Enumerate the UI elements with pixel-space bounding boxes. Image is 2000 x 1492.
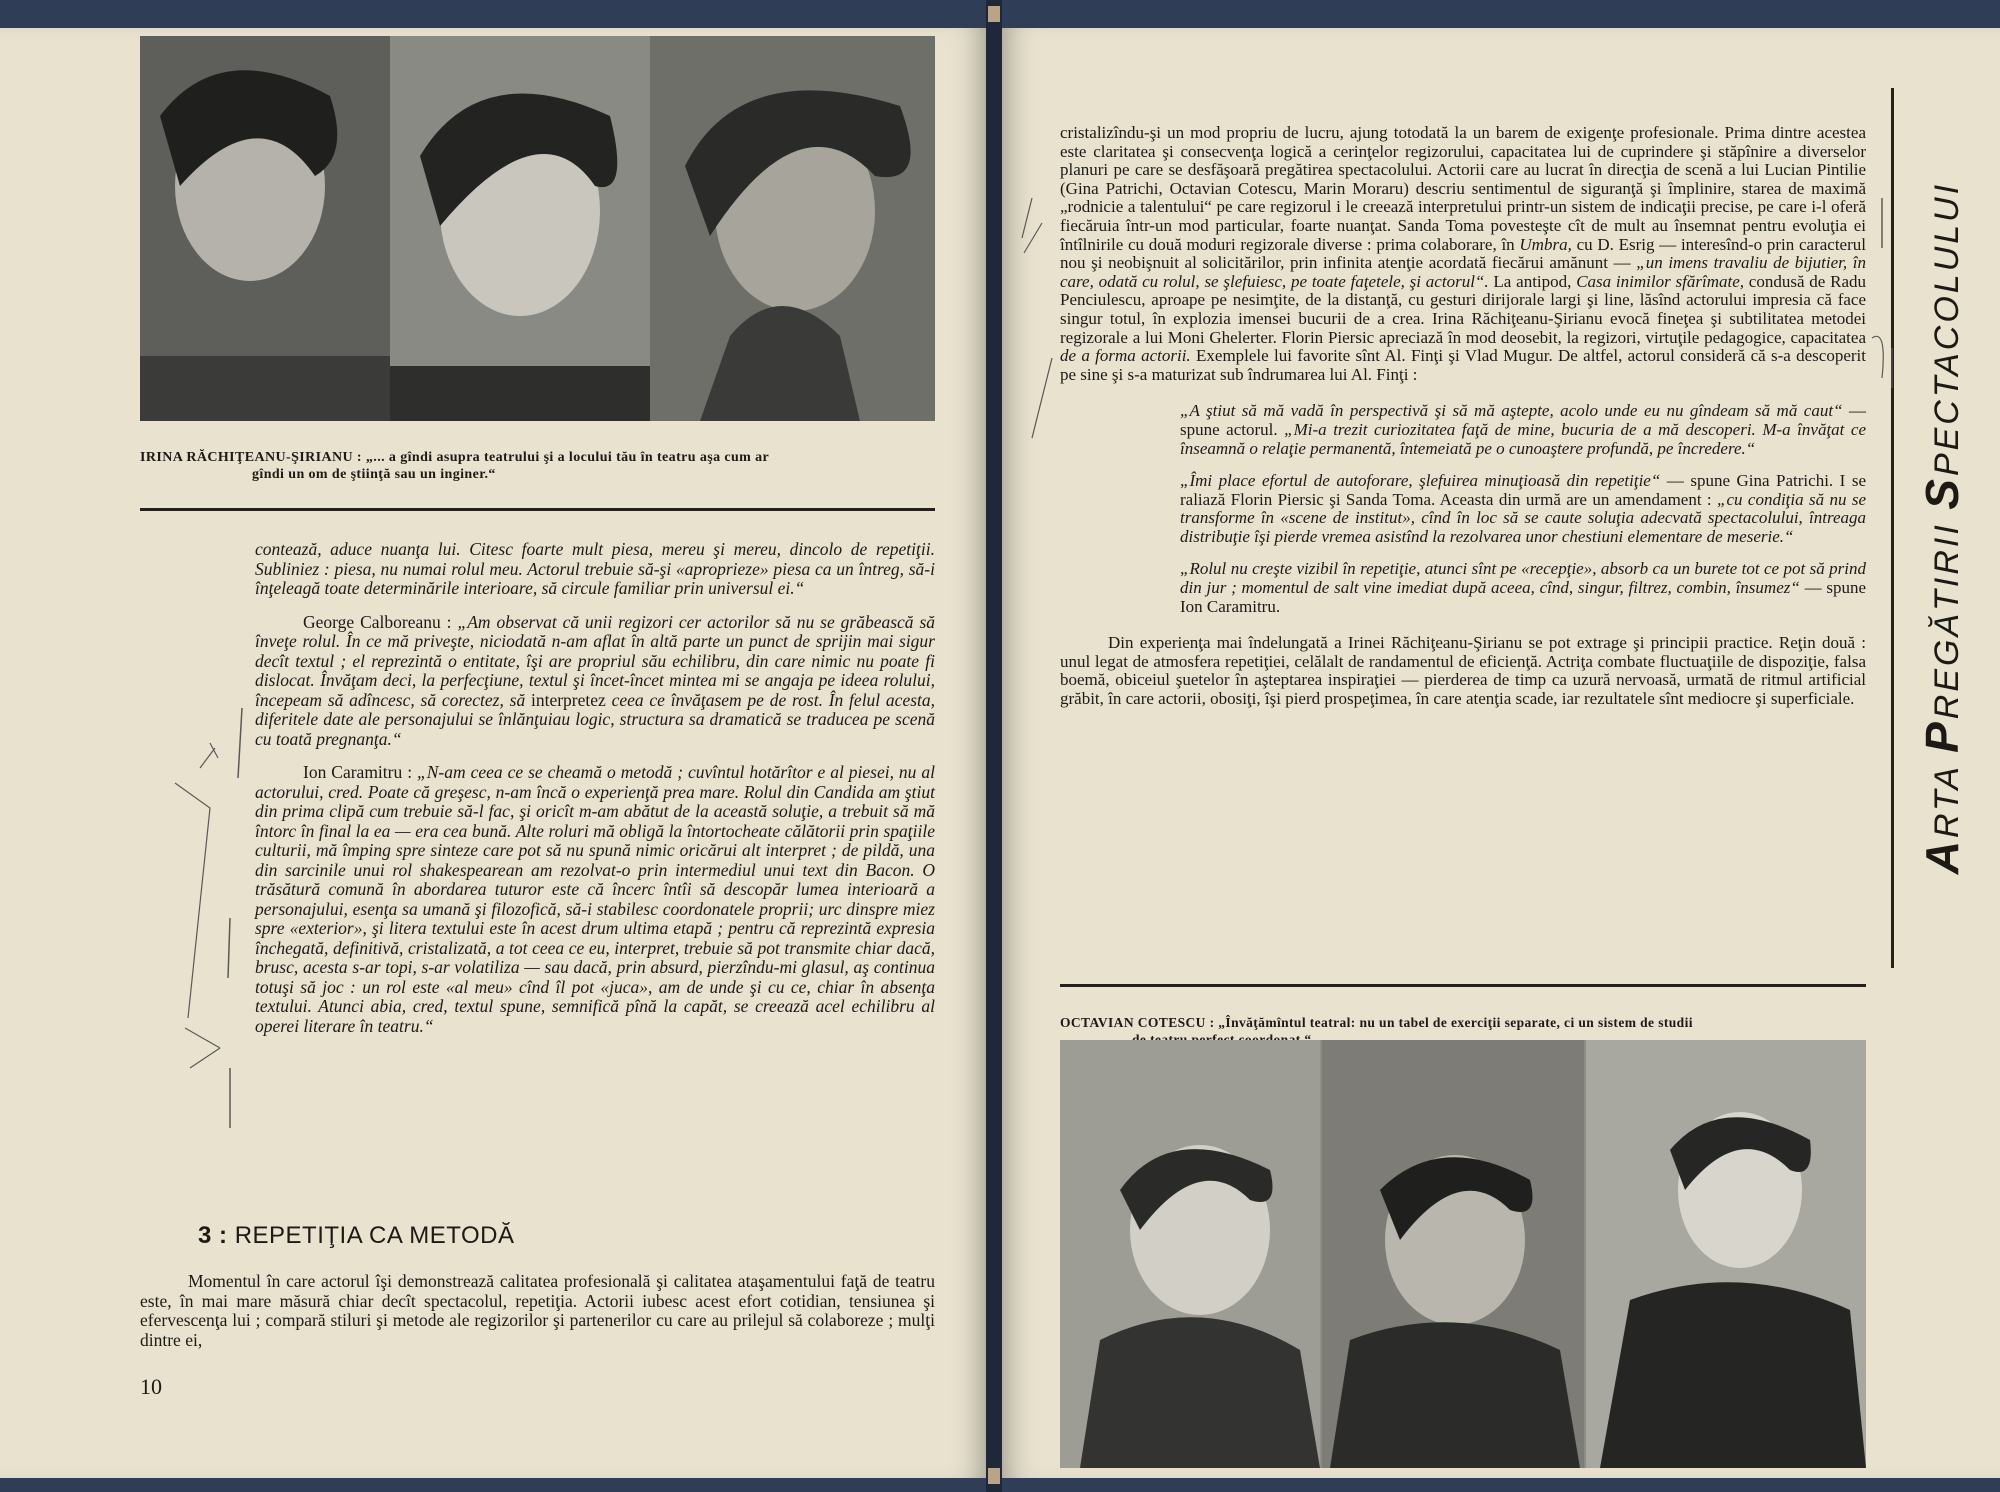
pencil-margin-marks xyxy=(170,688,260,1158)
left-page xyxy=(0,28,986,1478)
series-title-a: A xyxy=(1916,837,1968,875)
cotescu-photo-strip xyxy=(1060,1040,1866,1468)
quote-2-text: „Îmi place efortul de autoforare, şlefuirea minuţioasă din repetiţie“ xyxy=(1180,471,1661,491)
caramitru-speaker: Ion Caramitru : xyxy=(303,762,413,782)
caption-text: „... a gîndi asupra teatrului şi a locului tău în teatru aşa cum ar xyxy=(365,450,770,465)
paragraph-1: contează, aduce nuanţa lui. Citesc foarte mult piesa, mereu şi mereu, dincolo de repetiţii. Subliniez : piesa, nu numai rolul meu. Actorul trebuie să-şi «apropriеze» piesa ca un întreg, să-i înţeleagă toate determinările interioare, să circule familiar prin universul ei.“ xyxy=(255,539,935,598)
quote-2-attr: — spune Gina Patrichi. I se raliază Florin Piersic şi Sanda Toma. Aceasta din urmă are un amendament : xyxy=(1180,471,1867,509)
series-title-a-rest: RTA xyxy=(1928,752,1966,838)
right-text-a: cristalizîndu-şi un mod propriu de lucru, ajung totodată la un barem de exigenţe profesionale. Prima dintre acestea este claritatea şi consecvenţa logică a cerinţelor regizorului, capacitatea lui de cuprindere şi stăpînire a diverselor planuri pe care se desfăşoară pregătirea spectacolului. Actorii care au lucrat în direcţia de scenă a lui Lucian Pintilie (Gina Patrichi, Octavian Cotescu, Marin Moraru) descriu sentimentul de siguranţă şi împlinire, starea de maximă „rodnicie a talentului“ pe care regizorul i le creează interpretului printr-un sistem de indicaţii precise, pe care i-l oferă fiecăruia într-un mod particular, foarte nuanţat. Sanda Toma povesteşte cît de mult au însemnat pentru evoluţia ei întîlnirile cu două moduri regizorale diverse : prima colaborare, în xyxy=(1060,123,1866,254)
final-paragraph: Momentul în care actorul îşi demonstrează calitatea profesională şi calitatea ataşamentului faţă de teatru este, în mai mare măsură chiar decît spectacolul, repetiţia. Actorii iubesc acest efort cotidian, tensiunea şi efervescenţa lui ; compară stiluri şi metode ale regizorilor şi partenerilor cu care au prilejul să colaboreze ; mulţi dintre ei, xyxy=(140,1271,935,1350)
series-title-band xyxy=(1891,88,1990,968)
binding-stitch-bottom xyxy=(988,1468,1000,1484)
left-column-lower xyxy=(140,1272,935,1364)
right-text-b: cu D. Esrig — interesînd-o prin caracterul nou şi neobişnuit al solicitărilor, prin infinita atenţie acordată fiecărui amănunt — xyxy=(1060,234,1866,273)
right-rule xyxy=(1060,984,1866,987)
right-column xyxy=(1060,124,1866,723)
forma-phrase: de a forma actorii. xyxy=(1060,346,1191,366)
quote-3-attr: — spune Ion Caramitru. xyxy=(1180,578,1866,616)
quote-2 xyxy=(1180,472,1866,546)
quote-2b-text: „cu condiţia să nu se transforme în «scene de institut», cînd în loc să se caute soluţia adecvată spectacolului, întreaga distribuţie îşi pierde vremea asistînd la rezolvarea unor chestiuni elementare de meserie.“ xyxy=(1180,489,1866,546)
irina-photo-strip xyxy=(140,36,935,421)
section-number: 3 : xyxy=(198,1222,228,1249)
bijutier-quote: „un imens travaliu de bijutier, în care, odată cu rolul, se şlefuiesc, pe toate faţetele, şi actorul“. xyxy=(1060,253,1867,291)
quote-3-text: „Rolul nu creşte vizibil în repetiţie, atunci sînt pe «recepţie», absorb ca un burete tot ce pot să prind din jur ; momentul de salt vine imediat după aceea, cînd, singur, filtrez, combin, însumez“ xyxy=(1180,559,1866,598)
casa-title: Casa inimilor sfărîmate, xyxy=(1576,271,1744,291)
caption-name: IRINA RĂCHIŢEANU-ŞIRIANU : xyxy=(140,450,362,465)
quote-3 xyxy=(1180,560,1866,616)
irina-caption xyxy=(140,449,935,483)
quote-1b-text: „Mi-a trezit curiozitatea faţă de mine, bucuria de a mă descoperi. M-a învăţat ce înseamnă o relaţie permanentă, întemeiată pe o cunoaştere profundă, pe încredere.“ xyxy=(1180,419,1867,458)
caramitru-quote: „N-am ceea ce se cheamă o metodă ; cuvîntul hotărîtor e al piesei, nu al actorului, cred. Poate că greşesc, n-am încă o experienţă prea mare. Rolul din Candida am ştiut din prima clipă cum trebuie să-l fac, şi oricît m-am abătut de la această soluţie, a trebuit să mă întorc în final la ea — era cea bună. Alte roluri mă obligă la întortocheate călătorii prin spaţiile culturii, mă împing spre sinteze care pot să nu spună nimic oricărui alt interpret ; de pildă, una din sarcinile unui rol shakespearean am rezolvat-o prin intermediul unui text din Bacon. O trăsătură comună în abordarea tuturor este că încerc întîi să descopăr lumea interioară a personajului, esenţa sa umană şi filozofică, să-i stabilesc coordonatele proprii; urc dinspre miez spre «exterior», şi litera textului este în acest drum ultima etapă ; pentru că reprezintă expresia închegată, definitivă, cristalizată, a tot ceea ce eu, interpret, trebuie să pot transmite chiar dacă, brusc, acesta s-ar topi, s-ar volatiliza — sau dacă, prin absurd, pierzîndu-mi glasul, aş continua totuşi să joc : un rol este «al meu» cînd îl pot «juca», am de unde şi cu ce, chiar în absenţa textului. Atunci abia, cred, textul spune, semnifică pînă la capăt, se creează acel echilibru al operei literare în teatru.“ xyxy=(255,762,936,1036)
calboreanu-paragraph xyxy=(255,613,935,750)
binding-stitch-top xyxy=(988,6,1000,22)
caption-text: „Învăţămîntul teatral: nu un tabel de exerciţii separate, ci un sistem de studii xyxy=(1218,1015,1693,1030)
section-title: REPETIŢIA CA METODĂ xyxy=(234,1222,515,1249)
cotescu-portraits-image xyxy=(1060,1040,1866,1468)
right-page xyxy=(1002,28,2000,1478)
umbra-title: Umbra, xyxy=(1519,234,1572,254)
caption-name: OCTAVIAN COTESCU : xyxy=(1060,1015,1215,1030)
left-column-upper xyxy=(255,540,935,1050)
caption-rule xyxy=(140,508,935,511)
quote-1 xyxy=(1180,402,1866,458)
book-gutter xyxy=(986,0,1002,1492)
series-title-s-rest: PECTACOLULUI xyxy=(1928,181,1966,477)
series-title-s: S xyxy=(1916,476,1968,510)
calboreanu-speaker: George Calboreanu : xyxy=(303,611,452,632)
series-title-p: P xyxy=(1916,719,1968,753)
calboreanu-tail: ceea ce învăţasem pe de rost. În felul acesta, diferitele date ale personajului se înlănţuiau logic, structura sa dramatică se traducea pe scenă cu toată pregnanţa.“ xyxy=(255,689,936,749)
right-paragraph-2: Din experienţa mai îndelungată a Irinei Răchiţeanu-Şirianu se pot extrage şi principii practice. Reţin două : unul legat de atmosfera repetiţiei, celălalt de randamentul de eficienţă. Actriţa combate fluctuaţiile de dispoziţie, falsa boemă, obiceiul şuetelor în aşteptarea inspiraţiei — pierderea de timp ca uzură nervoasă, urmată de ritmul artificial grăbit, în care actorii, obosiţi, îşi pierd prospeţimea, în care atenţia scade, iar rezultatele sînt mediocre şi superficiale. xyxy=(1060,633,1866,709)
section-heading xyxy=(198,1222,514,1250)
page-number: 10 xyxy=(140,1374,162,1399)
caramitru-paragraph xyxy=(255,763,935,1036)
caption-text-line2: gîndi un om de ştiinţă sau un inginer.“ xyxy=(252,467,496,482)
irina-portraits-image xyxy=(140,36,935,421)
calboreanu-quote: „Am observat că unii regizori cer actorilor să nu se grăbească să înveţe rolul. În ce mă priveşte, niciodată n-am aflat în altă parte un punct de sprijin mai sigur decît textul ; el reprezintă o entitate, îşi are propriul său echilibru, din care nimic nu poate fi dislocat. Învăţam deci, la perfecţiune, textul şi încet-încet mintea mi se angaja pe ideea rolului, începeam să adîncesc, să corectez, să xyxy=(255,611,936,710)
right-paragraph-1 xyxy=(1060,124,1866,384)
quote-1-attr: — spune actorul. xyxy=(1180,401,1867,439)
right-text-e: Exemplele lui favorite sînt Al. Finţi şi Vlad Mugur. De altfel, actorul consideră că s-a descoperit pe sine şi s-a maturizat sub îndrumarea lui Al. Finţi : xyxy=(1060,346,1867,384)
right-text-c: La antipod, xyxy=(1493,271,1572,291)
right-text-d: condusă de Radu Penciulescu, aproape pe nesimţite, de la distanţă, cu gesturi diriјorale largi şi line, lăsînd actorului impresia că face singur totul, în explozia imensei bucurii de a crea. Irina Răchiţeanu-Şirianu evocă fineţea şi subtilitatea metodei regizorale a lui Moni Ghelerter. Florin Piersic apreciază în mod deosebit, la regizori, virtuţile pedagogice, capacitatea xyxy=(1060,271,1867,347)
series-title-p-rest: REGĂTIRII xyxy=(1928,509,1966,720)
quote-1-text: „A ştiut să mă vadă în perspectivă şi să mă aştepte, acolo unde eu nu gîndeam să mă caut“ xyxy=(1180,401,1843,421)
series-title xyxy=(1915,182,1969,874)
calboreanu-plain: interpretez xyxy=(530,689,606,710)
